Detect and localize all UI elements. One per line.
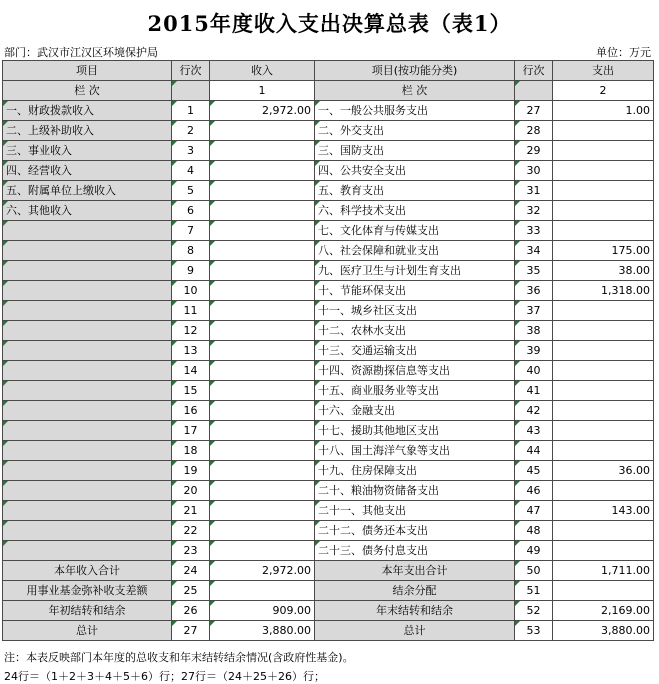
table-row [3, 401, 654, 421]
table-row [3, 101, 654, 121]
income-row-number: 23 [172, 541, 210, 561]
expense-row-number: 35 [515, 261, 553, 281]
income-item-label [3, 481, 172, 501]
expense-row-number: 27 [515, 101, 553, 121]
summary-row [3, 581, 654, 601]
expense-item-label: 八、社会保障和就业支出 [315, 241, 515, 261]
header-item: 项目 [3, 61, 172, 81]
income-value [210, 281, 315, 301]
table-row [3, 161, 654, 181]
summary-row [3, 601, 654, 621]
income-item-label [3, 341, 172, 361]
summary-expense-label: 本年支出合计 [315, 561, 515, 581]
expense-item-label: 十七、援助其他地区支出 [315, 421, 515, 441]
expense-row-number: 49 [515, 541, 553, 561]
income-value [210, 541, 315, 561]
summary-expense-label: 结余分配 [315, 581, 515, 601]
expense-row-number: 34 [515, 241, 553, 261]
summary-income-row-number: 26 [172, 601, 210, 621]
footnote-2: 24行＝（1＋2＋3＋4＋5＋6）行；27行＝（24＋25＋26）行； [4, 670, 325, 683]
income-item-label [3, 421, 172, 441]
income-row-number: 7 [172, 221, 210, 241]
table-row [3, 221, 654, 241]
expense-value [553, 481, 654, 501]
expense-item-label: 十六、金融支出 [315, 401, 515, 421]
income-value [210, 321, 315, 341]
summary-income-value [210, 581, 315, 601]
income-item-label [3, 401, 172, 421]
table-row [3, 341, 654, 361]
summary-expense-label: 总计 [315, 621, 515, 641]
summary-row [3, 561, 654, 581]
income-row-number: 10 [172, 281, 210, 301]
expense-row-number: 32 [515, 201, 553, 221]
expense-value: 36.00 [553, 461, 654, 481]
column-index-label-right: 栏 次 [315, 81, 515, 101]
table-row [3, 361, 654, 381]
expense-item-label: 二十一、其他支出 [315, 501, 515, 521]
income-row-number: 21 [172, 501, 210, 521]
income-value [210, 481, 315, 501]
income-row-number: 11 [172, 301, 210, 321]
expense-item-label: 十三、交通运输支出 [315, 341, 515, 361]
header-income: 收入 [210, 61, 315, 81]
expense-item-label: 一、一般公共服务支出 [315, 101, 515, 121]
summary-row [3, 621, 654, 641]
expense-value [553, 141, 654, 161]
expense-value [553, 401, 654, 421]
income-item-label [3, 221, 172, 241]
expense-value [553, 341, 654, 361]
income-row-number: 14 [172, 361, 210, 381]
expense-row-number: 36 [515, 281, 553, 301]
expense-item-label: 十九、住房保障支出 [315, 461, 515, 481]
income-value [210, 181, 315, 201]
expense-value: 1,318.00 [553, 281, 654, 301]
income-item-label [3, 521, 172, 541]
column-index-row [3, 81, 654, 101]
expense-item-label: 二十三、债务付息支出 [315, 541, 515, 561]
table-title: 2015年度收入支出决算总表（表1） [147, 11, 512, 36]
expense-item-label: 十五、商业服务业等支出 [315, 381, 515, 401]
expense-value [553, 221, 654, 241]
expense-row-number: 41 [515, 381, 553, 401]
income-value [210, 361, 315, 381]
table-row [3, 321, 654, 341]
expense-value [553, 121, 654, 141]
income-row-number: 20 [172, 481, 210, 501]
income-item-label [3, 461, 172, 481]
expense-value [553, 541, 654, 561]
summary-expense-value: 1,711.00 [553, 561, 654, 581]
income-value [210, 421, 315, 441]
income-expense-table [2, 60, 654, 641]
summary-expense-value [553, 581, 654, 601]
summary-income-row-number: 27 [172, 621, 210, 641]
income-item-label [3, 381, 172, 401]
summary-income-label: 总计 [3, 621, 172, 641]
income-item-label [3, 321, 172, 341]
expense-row-number: 38 [515, 321, 553, 341]
expense-row-number: 33 [515, 221, 553, 241]
table-row [3, 481, 654, 501]
income-value [210, 201, 315, 221]
expense-value: 175.00 [553, 241, 654, 261]
income-item-label: 四、经营收入 [3, 161, 172, 181]
column-index-label-left: 栏 次 [3, 81, 172, 101]
table-row [3, 301, 654, 321]
expense-item-label: 二十、粮油物资储备支出 [315, 481, 515, 501]
income-value [210, 441, 315, 461]
column-index-blank-right [515, 81, 553, 101]
income-value [210, 241, 315, 261]
income-row-number: 17 [172, 421, 210, 441]
expense-value [553, 201, 654, 221]
income-row-number: 4 [172, 161, 210, 181]
summary-income-row-number: 25 [172, 581, 210, 601]
income-value [210, 121, 315, 141]
income-value [210, 301, 315, 321]
expense-item-label: 十八、国土海洋气象等支出 [315, 441, 515, 461]
income-item-label: 六、其他收入 [3, 201, 172, 221]
income-row-number: 19 [172, 461, 210, 481]
summary-income-value: 3,880.00 [210, 621, 315, 641]
expense-item-label: 十二、农林水支出 [315, 321, 515, 341]
footnote-1: 注：本表反映部门本年度的总收支和年末结转结余情况(含政府性基金)。 [4, 651, 354, 664]
summary-income-row-number: 24 [172, 561, 210, 581]
income-value [210, 401, 315, 421]
summary-income-value: 909.00 [210, 601, 315, 621]
income-item-label [3, 261, 172, 281]
expense-item-label: 十四、资源勘探信息等支出 [315, 361, 515, 381]
header-expense: 支出 [553, 61, 654, 81]
expense-row-number: 46 [515, 481, 553, 501]
summary-expense-row-number: 50 [515, 561, 553, 581]
expense-item-label: 十、节能环保支出 [315, 281, 515, 301]
income-value [210, 521, 315, 541]
expense-value [553, 521, 654, 541]
expense-item-label: 二、外交支出 [315, 121, 515, 141]
expense-row-number: 28 [515, 121, 553, 141]
income-item-label [3, 361, 172, 381]
table-row [3, 461, 654, 481]
income-row-number: 13 [172, 341, 210, 361]
expense-row-number: 40 [515, 361, 553, 381]
expense-item-label: 三、国防支出 [315, 141, 515, 161]
income-row-number: 16 [172, 401, 210, 421]
expense-value: 143.00 [553, 501, 654, 521]
expense-value: 38.00 [553, 261, 654, 281]
summary-expense-row-number: 51 [515, 581, 553, 601]
income-item-label: 五、附属单位上缴收入 [3, 181, 172, 201]
income-row-number: 15 [172, 381, 210, 401]
expense-row-number: 39 [515, 341, 553, 361]
table-row [3, 261, 654, 281]
table-row [3, 541, 654, 561]
header-row-no-2: 行次 [515, 61, 553, 81]
expense-value [553, 161, 654, 181]
income-row-number: 6 [172, 201, 210, 221]
expense-value [553, 321, 654, 341]
table-row [3, 141, 654, 161]
income-item-label: 三、事业收入 [3, 141, 172, 161]
income-item-label: 一、财政拨款收入 [3, 101, 172, 121]
income-row-number: 1 [172, 101, 210, 121]
income-row-number: 5 [172, 181, 210, 201]
summary-income-value: 2,972.00 [210, 561, 315, 581]
expense-value [553, 381, 654, 401]
expense-value [553, 181, 654, 201]
expense-item-label: 六、科学技术支出 [315, 201, 515, 221]
income-value [210, 501, 315, 521]
summary-expense-label: 年末结转和结余 [315, 601, 515, 621]
expense-value [553, 301, 654, 321]
department-label: 部门：武汉市江汉区环境保护局 [4, 46, 158, 59]
income-item-label: 二、上级补助收入 [3, 121, 172, 141]
income-value [210, 341, 315, 361]
column-index-1: 1 [210, 81, 315, 101]
expense-row-number: 48 [515, 521, 553, 541]
header-item-func: 项目(按功能分类) [315, 61, 515, 81]
income-row-number: 9 [172, 261, 210, 281]
expense-item-label: 二十二、债务还本支出 [315, 521, 515, 541]
summary-income-label: 用事业基金弥补收支差额 [3, 581, 172, 601]
summary-expense-row-number: 52 [515, 601, 553, 621]
expense-row-number: 42 [515, 401, 553, 421]
expense-item-label: 五、教育支出 [315, 181, 515, 201]
expense-row-number: 30 [515, 161, 553, 181]
income-item-label [3, 441, 172, 461]
table-row [3, 501, 654, 521]
expense-row-number: 37 [515, 301, 553, 321]
table-row [3, 201, 654, 221]
expense-row-number: 29 [515, 141, 553, 161]
column-index-blank-left [172, 81, 210, 101]
income-value [210, 461, 315, 481]
summary-income-label: 年初结转和结余 [3, 601, 172, 621]
income-row-number: 12 [172, 321, 210, 341]
table-row [3, 441, 654, 461]
table-row [3, 521, 654, 541]
expense-item-label: 九、医疗卫生与计划生育支出 [315, 261, 515, 281]
expense-value: 1.00 [553, 101, 654, 121]
unit-label: 单位：万元 [596, 46, 651, 59]
expense-item-label: 四、公共安全支出 [315, 161, 515, 181]
expense-item-label: 十一、城乡社区支出 [315, 301, 515, 321]
income-item-label [3, 281, 172, 301]
expense-row-number: 43 [515, 421, 553, 441]
income-item-label [3, 501, 172, 521]
income-row-number: 3 [172, 141, 210, 161]
table-row [3, 281, 654, 301]
income-value [210, 221, 315, 241]
table-row [3, 381, 654, 401]
income-row-number: 22 [172, 521, 210, 541]
income-row-number: 2 [172, 121, 210, 141]
income-row-number: 18 [172, 441, 210, 461]
expense-row-number: 44 [515, 441, 553, 461]
expense-row-number: 45 [515, 461, 553, 481]
expense-row-number: 47 [515, 501, 553, 521]
expense-value [553, 361, 654, 381]
summary-expense-row-number: 53 [515, 621, 553, 641]
header-row [3, 61, 654, 81]
column-index-2: 2 [553, 81, 654, 101]
income-value [210, 381, 315, 401]
expense-value [553, 421, 654, 441]
table-row [3, 181, 654, 201]
summary-income-label: 本年收入合计 [3, 561, 172, 581]
expense-item-label: 七、文化体育与传媒支出 [315, 221, 515, 241]
income-item-label [3, 301, 172, 321]
income-item-label [3, 241, 172, 261]
expense-value [553, 441, 654, 461]
table-row [3, 421, 654, 441]
table-row [3, 241, 654, 261]
income-value [210, 141, 315, 161]
income-item-label [3, 541, 172, 561]
income-value [210, 261, 315, 281]
table-row [3, 121, 654, 141]
income-value: 2,972.00 [210, 101, 315, 121]
income-value [210, 161, 315, 181]
summary-expense-value: 3,880.00 [553, 621, 654, 641]
income-row-number: 8 [172, 241, 210, 261]
header-row-no: 行次 [172, 61, 210, 81]
expense-row-number: 31 [515, 181, 553, 201]
summary-expense-value: 2,169.00 [553, 601, 654, 621]
